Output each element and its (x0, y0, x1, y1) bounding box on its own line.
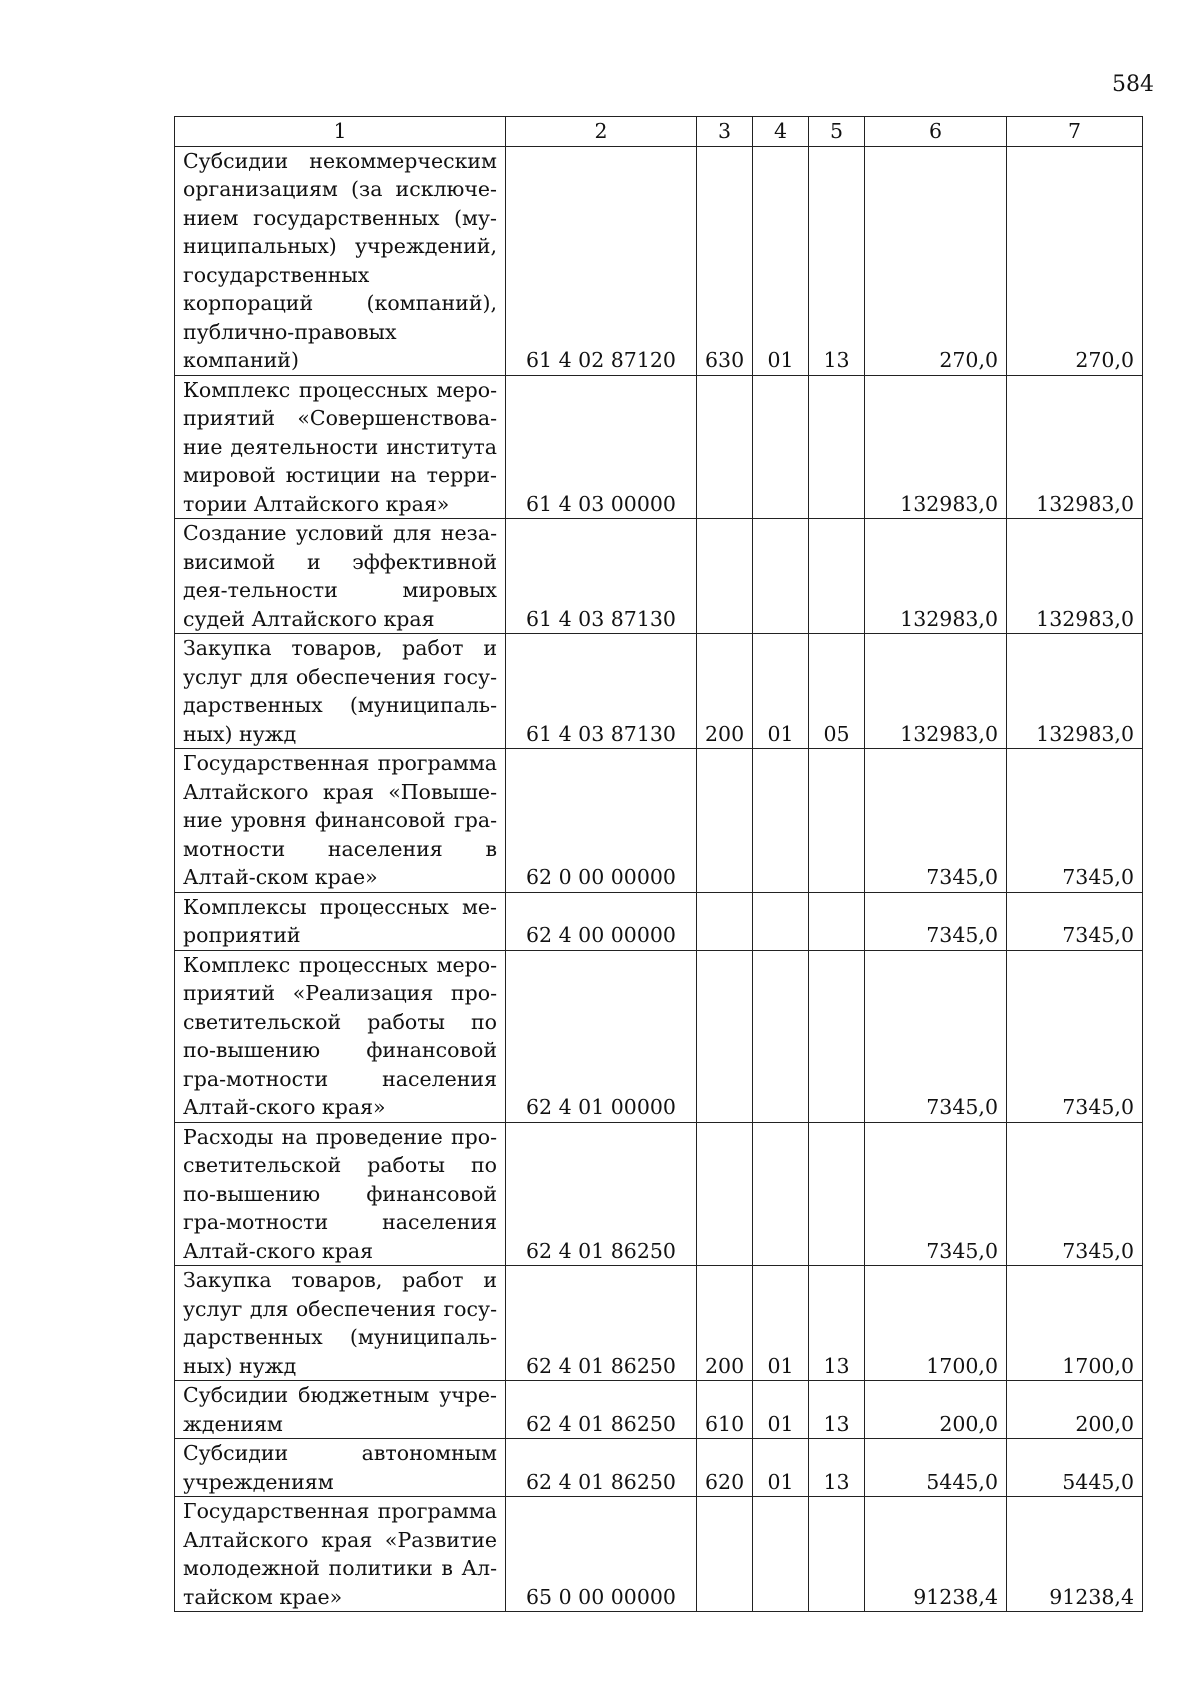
row-name: Субсидии некоммерческим организациям (за исключе-нием государственных (му-ниципальных) учреждений, государственных корпораций (компаний), публично-правовых компаний) (175, 146, 506, 375)
row-target-code: 61 4 03 00000 (506, 375, 697, 519)
table-row (175, 634, 1143, 749)
row-amount-6: 5445,0 (865, 1439, 1007, 1497)
row-amount-6: 7345,0 (865, 892, 1007, 950)
table-row (175, 375, 1143, 519)
row-amount-7: 7345,0 (1007, 950, 1143, 1122)
row-col4: 01 (753, 1439, 809, 1497)
table-row (175, 1266, 1143, 1381)
row-amount-6: 91238,4 (865, 1497, 1007, 1612)
row-col5 (809, 1497, 865, 1612)
row-target-code: 62 0 00 00000 (506, 749, 697, 893)
row-col3: 610 (697, 1381, 753, 1439)
table-row (175, 1497, 1143, 1612)
row-amount-7: 5445,0 (1007, 1439, 1143, 1497)
column-header-6: 6 (865, 117, 1007, 147)
row-col5 (809, 375, 865, 519)
row-target-code: 61 4 03 87130 (506, 519, 697, 634)
row-col4 (753, 1497, 809, 1612)
row-target-code: 62 4 01 86250 (506, 1439, 697, 1497)
column-header-3: 3 (697, 117, 753, 147)
row-col3 (697, 375, 753, 519)
row-amount-7: 200,0 (1007, 1381, 1143, 1439)
row-col4: 01 (753, 1266, 809, 1381)
row-col3 (697, 749, 753, 893)
row-amount-7: 132983,0 (1007, 375, 1143, 519)
row-target-code: 61 4 03 87130 (506, 634, 697, 749)
row-col4: 01 (753, 634, 809, 749)
row-col4 (753, 749, 809, 893)
row-col5: 13 (809, 1381, 865, 1439)
table-row (175, 146, 1143, 375)
row-col4 (753, 375, 809, 519)
row-amount-6: 132983,0 (865, 519, 1007, 634)
row-amount-6: 270,0 (865, 146, 1007, 375)
row-col4 (753, 1122, 809, 1266)
row-col3 (697, 519, 753, 634)
row-col3 (697, 1122, 753, 1266)
row-col3: 620 (697, 1439, 753, 1497)
row-name: Расходы на проведение про-светительской работы по по-вышению финансовой гра-мотности населения Алтай-ского края (175, 1122, 506, 1266)
row-target-code: 62 4 01 86250 (506, 1122, 697, 1266)
row-amount-6: 7345,0 (865, 1122, 1007, 1266)
row-name: Комплексы процессных ме-роприятий (175, 892, 506, 950)
row-amount-7: 270,0 (1007, 146, 1143, 375)
row-col5: 05 (809, 634, 865, 749)
row-name: Субсидии бюджетным учре-ждениям (175, 1381, 506, 1439)
column-header-5: 5 (809, 117, 865, 147)
table-row (175, 519, 1143, 634)
row-amount-7: 132983,0 (1007, 519, 1143, 634)
row-target-code: 61 4 02 87120 (506, 146, 697, 375)
row-name: Государственная программа Алтайского края «Развитие молодежной политики в Ал-тайском крае» (175, 1497, 506, 1612)
row-name: Комплекс процессных меро-приятий «Совершенствова-ние деятельности института мировой юстиции на терри-тории Алтайского края» (175, 375, 506, 519)
header-row (175, 117, 1143, 147)
row-target-code: 62 4 01 00000 (506, 950, 697, 1122)
row-col4: 01 (753, 1381, 809, 1439)
column-header-1: 1 (175, 117, 506, 147)
table-row (175, 1122, 1143, 1266)
row-name: Закупка товаров, работ и услуг для обеспечения госу-дарственных (муниципаль-ных) нужд (175, 1266, 506, 1381)
table-row (175, 1381, 1143, 1439)
row-target-code: 62 4 01 86250 (506, 1381, 697, 1439)
row-name: Государственная программа Алтайского края «Повыше-ние уровня финансовой гра-мотности населения в Алтай-ском крае» (175, 749, 506, 893)
row-amount-6: 200,0 (865, 1381, 1007, 1439)
row-amount-7: 7345,0 (1007, 892, 1143, 950)
row-amount-6: 7345,0 (865, 950, 1007, 1122)
row-target-code: 62 4 01 86250 (506, 1266, 697, 1381)
row-target-code: 65 0 00 00000 (506, 1497, 697, 1612)
row-col5: 13 (809, 1439, 865, 1497)
row-amount-7: 132983,0 (1007, 634, 1143, 749)
row-col3 (697, 1497, 753, 1612)
column-header-4: 4 (753, 117, 809, 147)
table-row (175, 892, 1143, 950)
page-number: 584 (1112, 72, 1154, 97)
row-amount-6: 7345,0 (865, 749, 1007, 893)
row-col3 (697, 950, 753, 1122)
row-name: Закупка товаров, работ и услуг для обеспечения госу-дарственных (муниципаль-ных) нужд (175, 634, 506, 749)
row-name: Комплекс процессных меро-приятий «Реализация про-светительской работы по по-вышению финансовой гра-мотности населения Алтай-ского края» (175, 950, 506, 1122)
row-col4 (753, 950, 809, 1122)
row-name: Создание условий для неза-висимой и эффективной дея-тельности мировых судей Алтайского края (175, 519, 506, 634)
column-header-7: 7 (1007, 117, 1143, 147)
table-row (175, 1439, 1143, 1497)
row-col5: 13 (809, 146, 865, 375)
row-target-code: 62 4 00 00000 (506, 892, 697, 950)
row-amount-7: 91238,4 (1007, 1497, 1143, 1612)
row-col5 (809, 892, 865, 950)
column-header-2: 2 (506, 117, 697, 147)
row-amount-6: 132983,0 (865, 375, 1007, 519)
row-col5 (809, 519, 865, 634)
row-col4 (753, 519, 809, 634)
row-col3: 200 (697, 634, 753, 749)
row-amount-7: 7345,0 (1007, 1122, 1143, 1266)
row-col5 (809, 749, 865, 893)
budget-table (174, 116, 1143, 1612)
row-col5: 13 (809, 1266, 865, 1381)
row-amount-7: 7345,0 (1007, 749, 1143, 893)
row-col5 (809, 1122, 865, 1266)
row-amount-7: 1700,0 (1007, 1266, 1143, 1381)
row-col4: 01 (753, 146, 809, 375)
row-col3: 630 (697, 146, 753, 375)
row-name: Субсидии автономным учреждениям (175, 1439, 506, 1497)
row-amount-6: 132983,0 (865, 634, 1007, 749)
row-amount-6: 1700,0 (865, 1266, 1007, 1381)
row-col3 (697, 892, 753, 950)
row-col4 (753, 892, 809, 950)
row-col5 (809, 950, 865, 1122)
table-row (175, 950, 1143, 1122)
row-col3: 200 (697, 1266, 753, 1381)
table-row (175, 749, 1143, 893)
